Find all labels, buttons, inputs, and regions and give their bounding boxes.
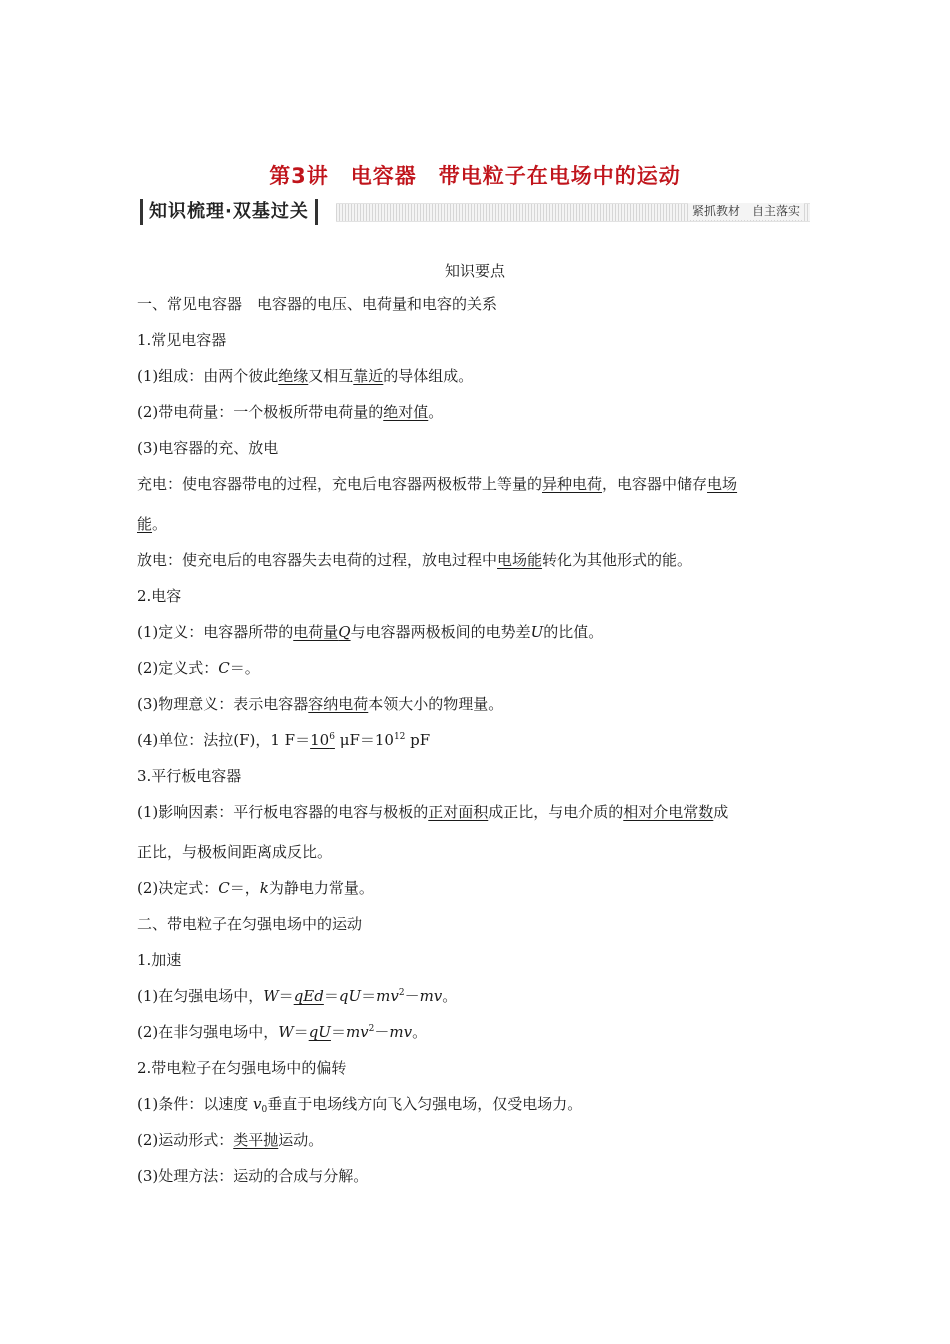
- text-line: [137, 438, 278, 458]
- text-segment: ＝: [323, 987, 339, 1005]
- text-segment: 充电：使电容器带电的过程，充电后电容器两极板带上等量的: [137, 475, 543, 493]
- text-segment: v: [253, 1095, 262, 1113]
- text-segment: 。: [152, 515, 168, 533]
- text-segment: 为静电力常量。: [268, 879, 374, 897]
- text-segment: (1)在匀强电场中，: [137, 987, 264, 1005]
- text-segment: 12: [393, 732, 406, 742]
- text-segment: (2)在非匀强电场中，: [137, 1023, 279, 1041]
- text-segment: 正比，与极板间距离成反比。: [137, 843, 333, 861]
- text-segment: (3)处理方法：运动的合成与分解。: [137, 1167, 369, 1185]
- text-segment: mv: [376, 987, 399, 1005]
- text-segment: ＝，: [229, 879, 260, 897]
- text-segment: ＝: [278, 987, 294, 1005]
- text-segment: 1.加速: [137, 951, 182, 969]
- text-line: [137, 1166, 368, 1186]
- text-line: [137, 986, 457, 1006]
- text-line: [137, 474, 737, 494]
- text-segment: (1)影响因素：平行板电容器的电容与极板的: [137, 803, 429, 821]
- text-segment: 运动。: [278, 1131, 324, 1149]
- text-segment: －: [404, 987, 420, 1005]
- page-title: 第3讲 电容器 带电粒子在电场中的运动: [269, 164, 681, 188]
- text-line: [137, 766, 241, 786]
- underlined-answer: 电场能: [497, 551, 543, 569]
- text-line: [137, 658, 260, 678]
- text-segment: 的比值。: [543, 623, 604, 641]
- text-segment: 2.电容: [137, 587, 182, 605]
- underlined-answer: Q: [338, 623, 351, 641]
- text-segment: 二、带电粒子在匀强电场中的运动: [137, 915, 363, 933]
- text-line: [137, 514, 167, 534]
- text-segment: 转化为其他形式的能。: [542, 551, 693, 569]
- text-segment: ＝。: [229, 659, 260, 677]
- text-segment: pF: [405, 731, 431, 749]
- underlined-answer: 正对面积: [428, 803, 489, 821]
- text-segment: 放电：使充电后的电容器失去电荷的过程，放电过程中: [137, 551, 498, 569]
- text-line: [137, 402, 443, 422]
- text-segment: 与电容器两极板间的电势差: [350, 623, 531, 641]
- text-segment: W: [263, 987, 279, 1005]
- text-segment: (1)定义：电容器所带的: [137, 623, 294, 641]
- text-line: [137, 622, 603, 642]
- text-line: [137, 1094, 582, 1114]
- text-line: [137, 330, 226, 350]
- text-line: [137, 730, 430, 750]
- text-segment: 2: [398, 988, 405, 998]
- text-segment: 0: [261, 1105, 268, 1115]
- text-line: [137, 1130, 323, 1150]
- text-segment: 的导体组成。: [383, 367, 474, 385]
- text-segment: 1.常见电容器: [137, 331, 227, 349]
- text-segment: (4)单位：法拉(F)，1 F＝: [137, 731, 311, 749]
- text-segment: 成: [713, 803, 729, 821]
- text-segment: μF＝10: [334, 731, 394, 749]
- text-segment: mv: [419, 987, 443, 1005]
- text-segment: 本领大小的物理量。: [368, 695, 504, 713]
- underlined-answer: 6: [329, 732, 335, 742]
- text-segment: (3)电容器的充、放电: [137, 439, 279, 457]
- text-segment: 一、常见电容器 电容器的电压、电荷量和电容的关系: [137, 295, 498, 313]
- text-segment: 2.带电粒子在匀强电场中的偏转: [137, 1059, 347, 1077]
- text-segment: 。: [442, 987, 458, 1005]
- underlined-answer: 10: [310, 731, 330, 749]
- text-segment: (2)带电荷量：一个极板所带电荷量的: [137, 403, 384, 421]
- underlined-answer: qU: [308, 1023, 331, 1041]
- text-segment: ，电容器中储存: [602, 475, 708, 493]
- text-line: [137, 1058, 346, 1078]
- text-segment: 。: [412, 1023, 428, 1041]
- text-line: [137, 550, 692, 570]
- underlined-answer: 相对介电常数: [623, 803, 714, 821]
- underlined-answer: 容纳电荷: [308, 695, 369, 713]
- text-line: [137, 914, 362, 934]
- banner-left-label: 知识梳理·双基过关: [140, 199, 318, 225]
- text-segment: qU: [338, 987, 362, 1005]
- underlined-answer: 靠近: [353, 367, 384, 385]
- text-line: [137, 694, 503, 714]
- text-line: [137, 802, 728, 822]
- text-line: [137, 842, 332, 862]
- text-line: [137, 366, 473, 386]
- text-line: [137, 586, 181, 606]
- text-segment: U: [530, 623, 544, 641]
- text-segment: (2)运动形式：: [137, 1131, 234, 1149]
- text-segment: (2)决定式：: [137, 879, 219, 897]
- underlined-answer: 能: [137, 515, 153, 533]
- text-segment: 3.平行板电容器: [137, 767, 242, 785]
- text-line: [137, 294, 497, 314]
- underlined-answer: 异种电荷: [542, 475, 603, 493]
- section-banner: [140, 199, 810, 225]
- underlined-answer: qEd: [293, 987, 324, 1005]
- text-line: [137, 950, 181, 970]
- text-segment: －: [374, 1023, 390, 1041]
- text-segment: k: [259, 879, 269, 897]
- text-segment: ＝: [361, 987, 377, 1005]
- text-segment: W: [278, 1023, 294, 1041]
- text-segment: ＝: [330, 1023, 346, 1041]
- text-segment: (1)组成：由两个彼此: [137, 367, 279, 385]
- text-segment: (1)条件：以速度: [137, 1095, 254, 1113]
- text-segment: C: [218, 659, 230, 677]
- text-segment: mv: [345, 1023, 369, 1041]
- text-segment: mv: [389, 1023, 413, 1041]
- underlined-answer: 绝对值: [383, 403, 429, 421]
- text-line: [137, 878, 374, 898]
- underlined-answer: 电场: [707, 475, 738, 493]
- section-subheading: 知识要点: [444, 262, 505, 280]
- text-segment: 2: [368, 1024, 375, 1034]
- text-line: [137, 1022, 427, 1042]
- underlined-answer: 绝缘: [278, 367, 309, 385]
- text-segment: 。: [428, 403, 444, 421]
- text-segment: (3)物理意义：表示电容器: [137, 695, 309, 713]
- banner-right-label: 紧抓教材 自主落实: [688, 203, 804, 220]
- text-segment: 又相互: [308, 367, 354, 385]
- text-segment: C: [218, 879, 230, 897]
- text-segment: 成正比，与电介质的: [488, 803, 624, 821]
- text-segment: 垂直于电场线方向飞入匀强电场，仅受电场力。: [267, 1095, 583, 1113]
- underlined-answer: 电荷量: [293, 623, 339, 641]
- text-segment: ＝: [293, 1023, 309, 1041]
- text-segment: (2)定义式：: [137, 659, 219, 677]
- underlined-answer: 类平抛: [233, 1131, 279, 1149]
